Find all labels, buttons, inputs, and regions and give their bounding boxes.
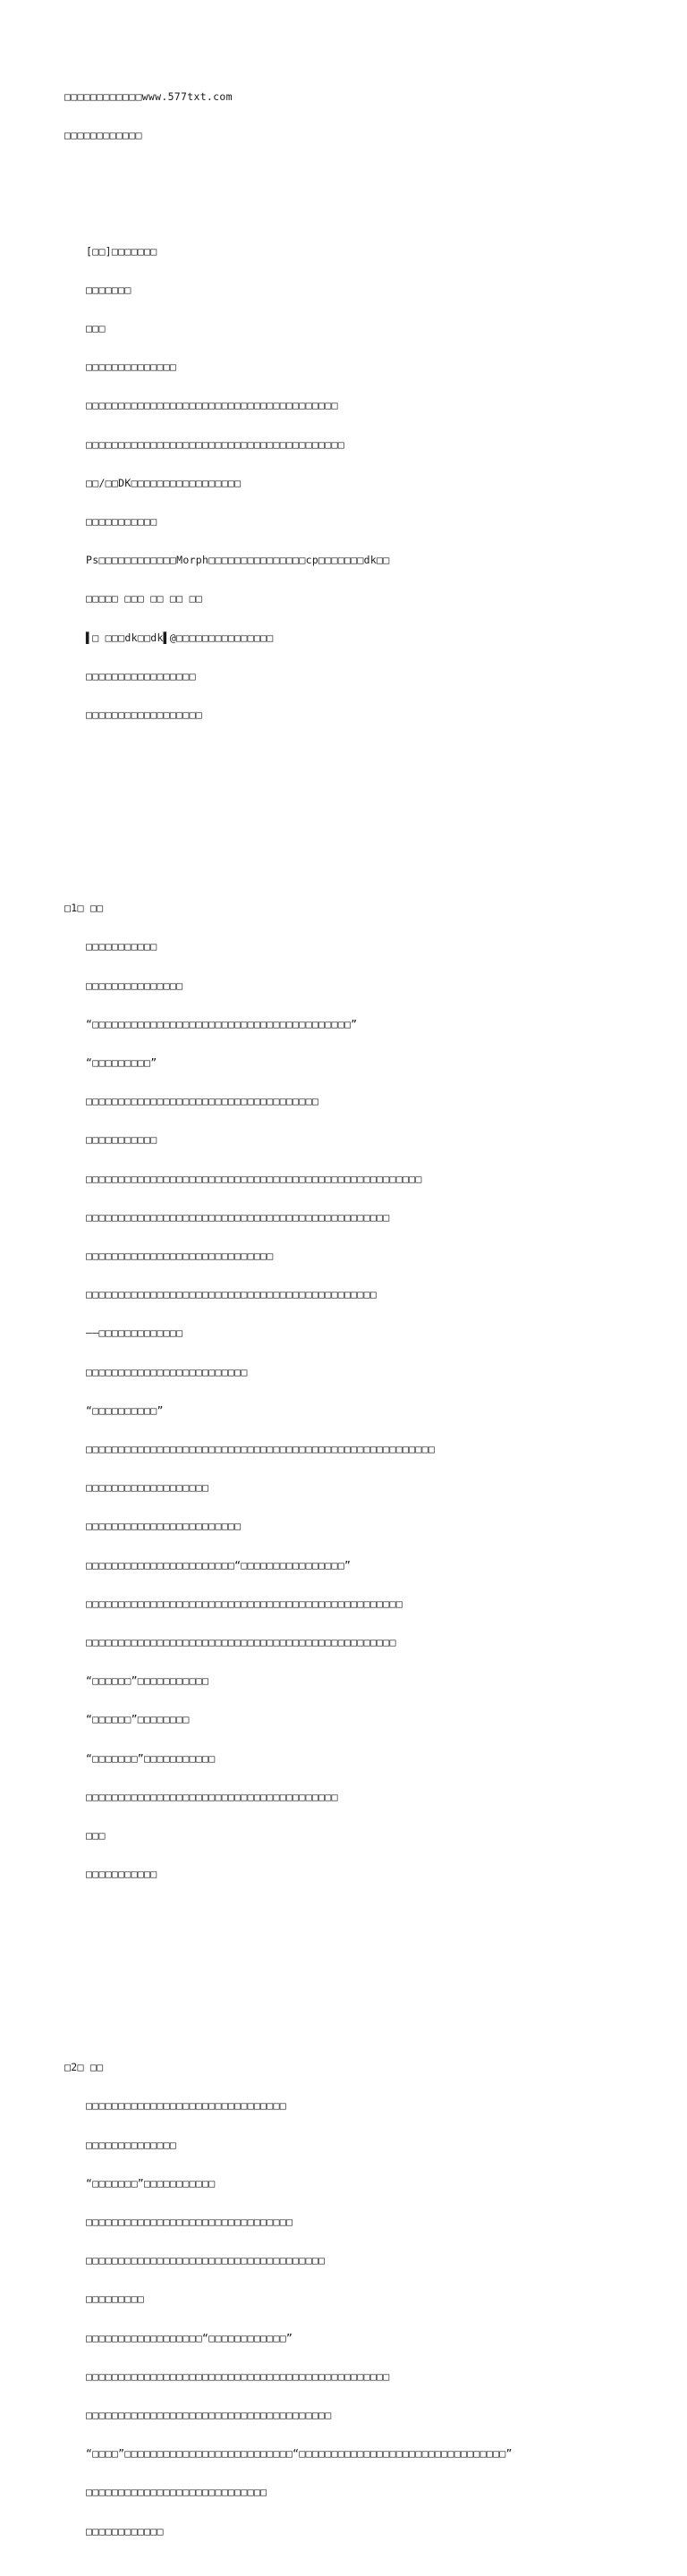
paragraph-line: □□□□□□□□□□□□□□□□□□□□□□□□□□□□□□□□□□□□□□□□□□□□□□□	[86, 2369, 390, 2383]
paragraph-line: □□□□□□□□□□□□□□□□□□□□□□□□□□□□□□□□□□□□□□□□□□□□□□□□□	[86, 1597, 403, 1610]
intro-line: □□□	[86, 322, 106, 335]
paragraph-line: □□□□□□□□□□□□□□□□□□□□□□□□□□□□□□□□□□□□□	[86, 2254, 326, 2267]
spacer	[64, 167, 651, 180]
paragraph-line: “□□□□□□”□□□□□□□□	[86, 1713, 190, 1726]
paragraph-line: □□□□□□□□□□□□	[86, 2524, 164, 2538]
paragraph-line: □□□□□□□□□□□□□□□□□□□□□□□□□□□□□□□□□□□□□□□□□□□□□□□□□□□□	[86, 1172, 422, 1185]
paragraph-line: □□□□□□□□□□□□□□□□□□□	[86, 1481, 209, 1495]
paragraph-line: □□□□□□□□□□□□□□	[86, 2138, 177, 2151]
spacer	[64, 1945, 651, 1958]
paragraph-line: □□□□□□□□□□□□□□□□□□□□□□□□□□□□	[86, 2486, 267, 2499]
paragraph-line: □□□□□□□□□□□□□□□□□□□□□□□□□□□□□□□	[86, 2099, 286, 2113]
paragraph-line: □□□□□□□□□□□□□□□□□□“□□□□□□□□□□□□”	[86, 2331, 293, 2344]
spacer	[64, 786, 651, 799]
paragraph-line: “□□□□□□”□□□□□□□□□□□	[86, 1674, 209, 1688]
paragraph-line: “□□□□□□□”□□□□□□□□□□□	[86, 1751, 216, 1765]
spacer	[64, 825, 651, 837]
header-line-1: □□□□□□□□□□□□www.577txt.com	[64, 89, 233, 103]
paragraph-line: □□□□□□□□□□□	[86, 940, 157, 953]
paragraph-line: “□□□□□□□□□□”	[86, 1403, 164, 1417]
chapter-2	[64, 2035, 651, 2563]
intro-line: □□□□□ □□□ □□ □□ □□	[86, 592, 203, 606]
header-line-2: □□□□□□□□□□□□	[64, 129, 142, 142]
paragraph-line: □□□□□□□□□□□□□□□□□□□□□□□□□□□□□□□□□□□□□□□□□□□□□□□□	[86, 1635, 396, 1648]
chapter-1	[64, 876, 651, 1906]
paragraph-line: □□□□□□□□□□□□□□□□□□□□□□□□□□□□□□□□□□□□□□	[86, 2409, 332, 2422]
document-page	[64, 64, 651, 2576]
paragraph-line: □□□□□□□□□	[86, 2292, 145, 2306]
spacer	[64, 1984, 651, 1996]
paragraph-line: ——□□□□□□□□□□□□□	[86, 1326, 183, 1340]
paragraph-line: “□□□□□□□□□”	[86, 1055, 157, 1069]
intro-line: □□□□□□□□□□□□□□□□□□	[86, 708, 203, 722]
paragraph-line: □□□□□□□□□□□	[86, 1133, 157, 1147]
paragraph-line: □□□□□□□□□□□□□□□□□□□□□□□“□□□□□□□□□□□□□□□□”	[86, 1558, 352, 1572]
intro-line: □□□□□□□	[86, 283, 131, 296]
paragraph-line: □□□□□□□□□□□□□□□□□□□□□□□□□□□□□□□□□□□□	[86, 1095, 319, 1108]
paragraph-line: □□□□□□□□□□□□□□□□□□□□□□□□□□□□□□□□	[86, 2216, 293, 2229]
chapter-heading: □2□ □□	[64, 2061, 104, 2074]
intro-line: □□/□□DK□□□□□□□□□□□□□□□□□	[86, 476, 242, 489]
intro-block	[64, 219, 651, 747]
paragraph-line: □□□□□□□□□□□□□□□□□□□□□□□□□□□□□□□□□□□□□□□□□□□□□□□	[86, 1210, 390, 1224]
paragraph-line: □□□□□□□□□□□□□□□□□□□□□□□□	[86, 1520, 242, 1533]
paragraph-line: □□□□□□□□□□□□□□□□□□□□□□□□□□□□□□□□□□□□□□□□□□□□□□□□□□□□□□	[86, 1442, 436, 1455]
paragraph-line: □□□□□□□□□□□	[86, 1868, 157, 1881]
intro-line: □□□□□□□□□□□□□□□□□□□□□□□□□□□□□□□□□□□□□□□□	[86, 437, 344, 451]
intro-line: [□□]□□□□□□□	[86, 244, 157, 258]
intro-line: □□□□□□□□□□□□□□	[86, 360, 177, 374]
paragraph-line: □□□□□□□□□□□□□□□□□□□□□□□□□	[86, 1365, 248, 1378]
paragraph-line: “□□□□□□□□□□□□□□□□□□□□□□□□□□□□□□□□□□□□□□□□”	[86, 1017, 358, 1030]
paragraph-line: □□□□□□□□□□□□□□□□□□□□□□□□□□□□□□□□□□□□□□□	[86, 1790, 338, 1803]
paragraph-line: “□□□□”□□□□□□□□□□□□□□□□□□□□□□□□□□“□□□□□□□□□□□□□□□□□□□□□□□□□□□□□□□□”	[86, 2447, 513, 2461]
paragraph-line: □□□	[86, 1829, 106, 1842]
intro-line: □□□□□□□□□□□	[86, 515, 157, 529]
intro-line: Ps□□□□□□□□□□□□Morph□□□□□□□□□□□□□□□cp□□□□□□□dk□□	[86, 554, 390, 567]
paragraph-line: □□□□□□□□□□□□□□□□□□□□□□□□□□□□□□□□□□□□□□□□□□□□□	[86, 1288, 377, 1301]
intro-line: ▌□ □□□dk□□dk▌@□□□□□□□□□□□□□□□	[86, 631, 274, 644]
intro-line: □□□□□□□□□□□□□□□□□□□□□□□□□□□□□□□□□□□□□□□	[86, 399, 338, 412]
intro-line: □□□□□□□□□□□□□□□□□	[86, 669, 196, 682]
paragraph-line: □□□□□□□□□□□□□□□	[86, 979, 183, 992]
paragraph-line: “□□□□□□□”□□□□□□□□□□□	[86, 2176, 216, 2190]
chapter-heading: □1□ □□	[64, 902, 104, 915]
paragraph-line: □□□□□□□□□□□□□□□□□□□□□□□□□□□□□	[86, 1249, 274, 1262]
